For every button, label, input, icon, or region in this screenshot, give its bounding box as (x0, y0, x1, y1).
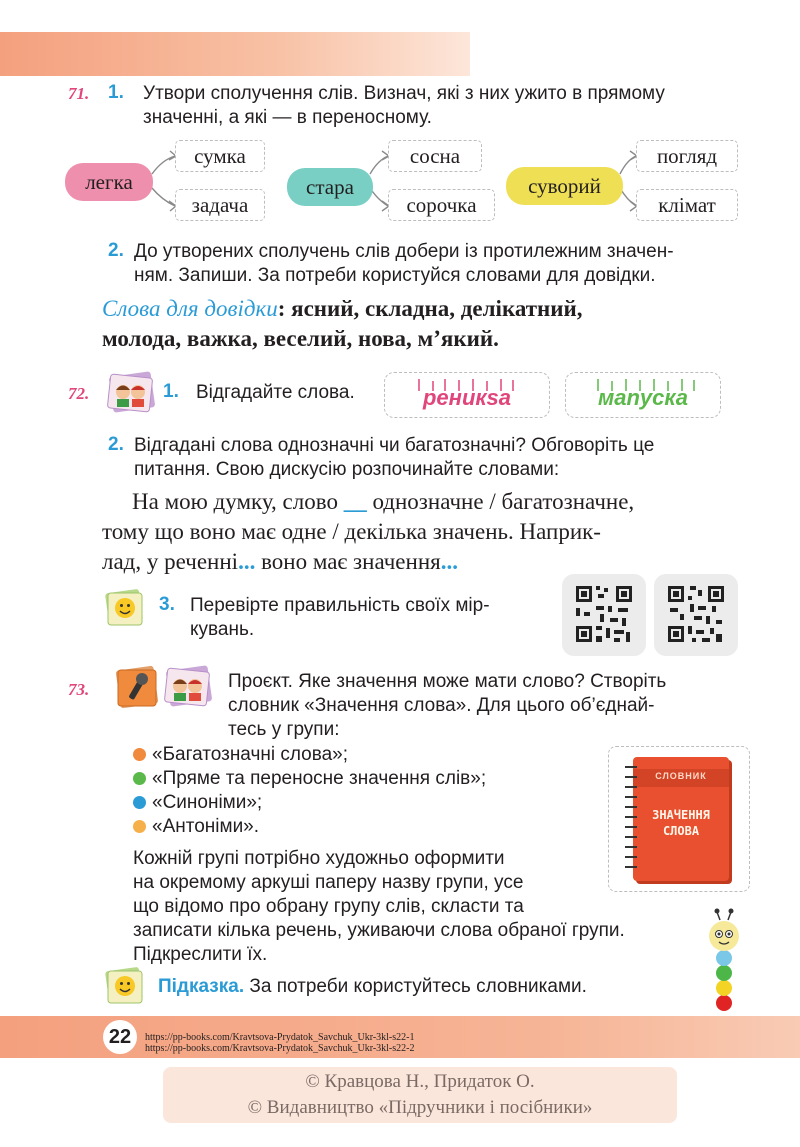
blank: __ (343, 489, 367, 514)
task-number: 1. (163, 381, 179, 402)
book-cover (633, 757, 729, 881)
page-number: 22 (103, 1020, 137, 1054)
bullet-icon (133, 796, 146, 809)
footer-link[interactable]: https://pp-books.com/Kravtsova-Prydatok_Savchuk_Ukr-3kl-s22-2 (145, 1043, 415, 1054)
puzzle-card (384, 372, 550, 418)
project-intro: Проєкт. Яке значення може мати слово? Створіть словник «Значення слова». Для цього об’єднай- тесь у групи: (228, 671, 667, 740)
microphone-icon (112, 664, 162, 710)
noun-card: сосна (388, 140, 482, 172)
pair-work-icon (105, 370, 159, 414)
adjective-card: суворий (506, 167, 623, 205)
header-band (0, 32, 470, 76)
hint: Підказка. За потреби користуйтесь словниками. (158, 976, 587, 997)
project-body: Кожній групі потрібно художньо оформити на окремому аркуші паперу назву групи, усе що відомо про обрану групу слів, скласти та (133, 848, 524, 917)
list-item: «Багатозначні слова»; (133, 743, 573, 767)
task-number: 3. (159, 594, 175, 615)
bullet-icon (133, 748, 146, 761)
task-text: Перевірте правильність своїх мір- кувань. (190, 595, 490, 640)
noun-card: погляд (636, 140, 738, 172)
puzzle-word: реникsа (422, 385, 512, 410)
list-item: «Синоніми»; (133, 791, 573, 815)
exercise-72-number: 72. (68, 384, 90, 403)
project-body-continued: записати кілька речень, уживаючи слова обраної групи. Підкреслити їх. (133, 920, 625, 965)
book-spiral (621, 761, 641, 881)
list-item: «Пряме та переносне значення слів»; (133, 767, 573, 791)
puzzle-card (565, 372, 721, 418)
bullet-icon (133, 820, 146, 833)
qr-code-icon (562, 574, 646, 656)
copyright-publisher: © Видавництво «Підручники і посібники» (247, 1097, 593, 1118)
book-title: ЗНАЧЕННЯ СЛОВА (652, 808, 710, 838)
book-label: СЛОВНИК (655, 771, 707, 781)
noun-card: сумка (175, 140, 265, 172)
qr-code[interactable] (654, 574, 738, 656)
discussion-template: На мою думку, слово __ однозначне / багатозначне, тому що воно має одне / декілька значень. Наприк- лад, у реченні... воно має значення... (102, 489, 635, 574)
qr-code[interactable] (562, 574, 646, 656)
task-number: 2. (108, 434, 124, 455)
noun-card: клімат (636, 189, 738, 221)
exercise-71-number: 71. (68, 84, 90, 103)
footer-links (145, 1032, 415, 1054)
task-text: Відгадані слова однозначні чи багатозначні? Обговоріть це питання. Свою дискусію розпочинайте словами: (134, 435, 655, 480)
help-label: Слова для довідки (102, 296, 278, 321)
copyright-box (163, 1067, 677, 1123)
bullet-icon (133, 772, 146, 785)
task-text: Утвори сполучення слів. Визнач, які з них ужито в прямому значенні, а які — в переносному. (143, 83, 665, 128)
footer-link[interactable]: https://pp-books.com/Kravtsova-Prydatok_Savchuk_Ukr-3kl-s22-1 (145, 1032, 415, 1043)
copyright-authors: © Кравцова Н., Придаток О. (305, 1071, 535, 1092)
puzzle-word: мanyска (597, 385, 689, 410)
exercise-73-number: 73. (68, 680, 90, 699)
adjective-card: легка (65, 163, 153, 201)
pair-work-icon (162, 664, 216, 708)
task-number: 1. (108, 82, 124, 103)
hint-label: Підказка. (158, 976, 245, 997)
qr-code-icon (654, 574, 738, 656)
self-check-icon (104, 588, 146, 628)
help-words: Слова для довідки: ясний, складна, делікатний, молода, важка, веселий, нова, м’який. (102, 296, 583, 351)
dictionary-illustration (608, 746, 750, 892)
noun-card: сорочка (388, 189, 495, 221)
hint-icon (104, 966, 146, 1006)
group-list (133, 743, 573, 839)
noun-card: задача (175, 189, 265, 221)
task-text: Відгадайте слова. (196, 382, 355, 403)
task-text: До утворених сполучень слів добери із протилежним значен- ням. Запиши. За потреби користуйся словами для довідки. (134, 241, 674, 286)
list-item: «Антоніми». (133, 815, 573, 839)
task-number: 2. (108, 240, 124, 261)
adjective-card: стара (287, 168, 373, 206)
